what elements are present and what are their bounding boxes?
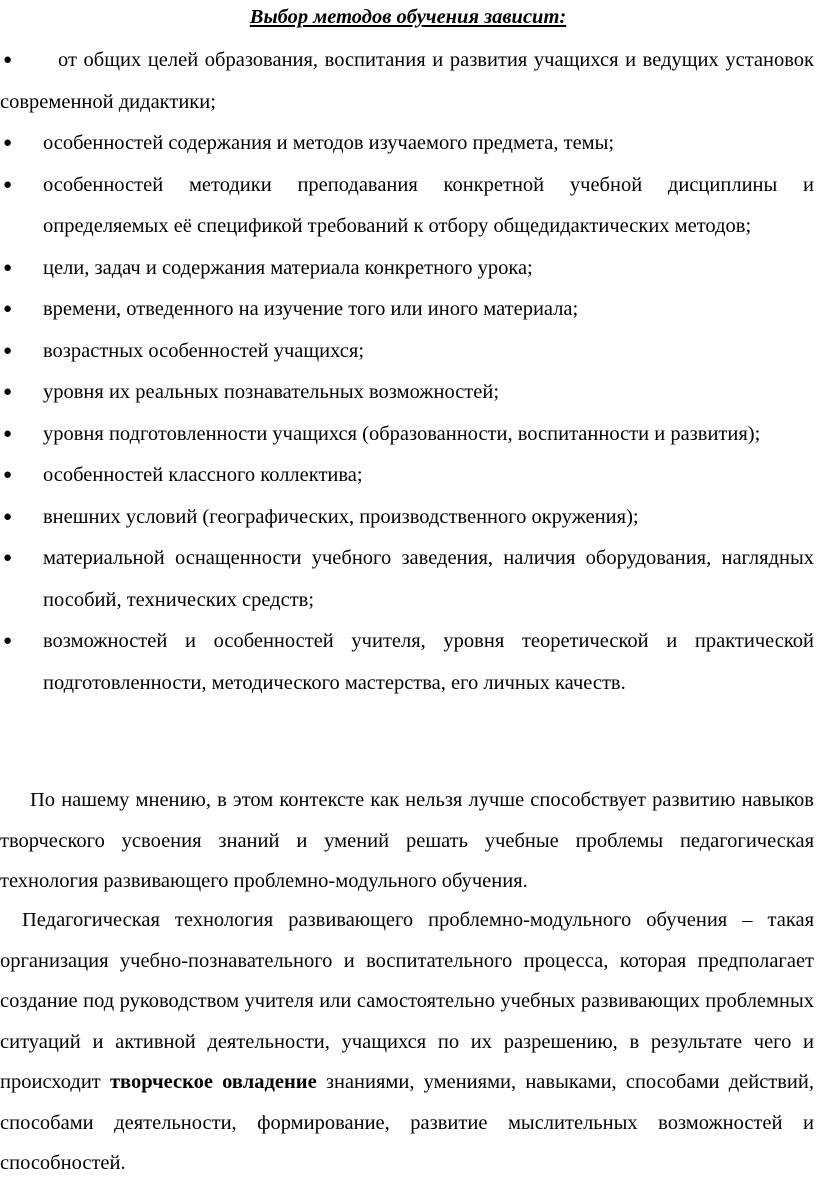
paragraph-definition <box>0 900 814 1184</box>
list-item <box>0 455 816 497</box>
list-item <box>0 372 816 414</box>
list-item-text: уровня их реальных познавательных возможностей; <box>43 381 500 403</box>
list-item <box>0 40 816 123</box>
bullet-icon: ● <box>3 467 13 483</box>
list-item <box>0 165 816 248</box>
document-title: Выбор методов обучения зависит: <box>249 6 567 28</box>
bullet-icon: ● <box>3 425 13 442</box>
bullet-icon: ● <box>3 52 13 68</box>
list-item-text: уровня подготовленности учащихся (образованности, воспитанности и развития); <box>43 422 761 445</box>
bullet-icon: ● <box>3 633 13 649</box>
paragraph-definition-text-end: знаниями, умениями, навыками, способами действий, способами деятельности, формирование, развитие мыслительных возможностей и способностей. <box>0 1071 814 1174</box>
list-item <box>0 538 816 621</box>
paragraph-definition-text-start: Педагогическая технология развивающего проблемно-модульного обучения – такая организация учебно-познавательного и воспитательного процесса, которая предполагает создание под руководством учителя или самостоятельно учебных развивающих проблемных ситуаций и активной деятельности, учащихся по их разрешению, в результате чего и происходит <box>0 909 814 1093</box>
paragraph-opinion: По нашему мнению, в этом контексте как нельзя лучше способствует развитию навыков творческого усвоения знаний и умений решать учебные проблемы педагогическая технология развивающего проблемно-модульного обучения. <box>0 789 814 892</box>
list-item-text: особенностей методики преподавания конкретной учебной дисциплины и определяемых её спецификой требований к отбору общедидактических методов; <box>43 173 814 237</box>
factors-list <box>0 40 816 704</box>
list-item-text: особенностей содержания и методов изучаемого предмета, темы; <box>43 132 615 154</box>
list-item <box>0 414 816 456</box>
list-item-text: цели, задач и содержания материала конкретного урока; <box>43 256 533 279</box>
list-item <box>0 331 816 373</box>
list-item <box>0 621 816 704</box>
list-item <box>0 497 816 539</box>
list-item <box>0 123 816 165</box>
list-item-text: особенностей классного коллектива; <box>43 464 363 486</box>
list-item-text: внешних условий (географических, производственного окружения); <box>43 505 639 528</box>
bullet-icon: ● <box>3 508 13 525</box>
bullet-icon: ● <box>3 384 13 400</box>
list-item-text: возрастных особенностей учащихся; <box>43 339 365 362</box>
list-item-text: от общих целей образования, воспитания и развития учащихся и ведущих установок современной дидактики; <box>0 49 814 113</box>
bullet-icon: ● <box>3 342 13 359</box>
bullet-icon: ● <box>3 550 13 566</box>
list-item <box>0 289 816 331</box>
list-item-text: материальной оснащенности учебного заведения, наличия оборудования, наглядных пособий, технических средств; <box>43 547 814 611</box>
bullet-icon: ● <box>3 135 13 151</box>
bullet-icon: ● <box>3 259 13 276</box>
list-item <box>0 248 816 290</box>
list-item-text: времени, отведенного на изучение того или иного материала; <box>43 298 579 320</box>
paragraph-definition-emphasis: творческое овладение <box>109 1071 317 1093</box>
bullet-icon: ● <box>3 176 13 193</box>
list-item-text: возможностей и особенностей учителя, уровня теоретической и практической подготовленности, методического мастерства, его личных качеств. <box>43 630 814 694</box>
bullet-icon: ● <box>3 301 13 317</box>
